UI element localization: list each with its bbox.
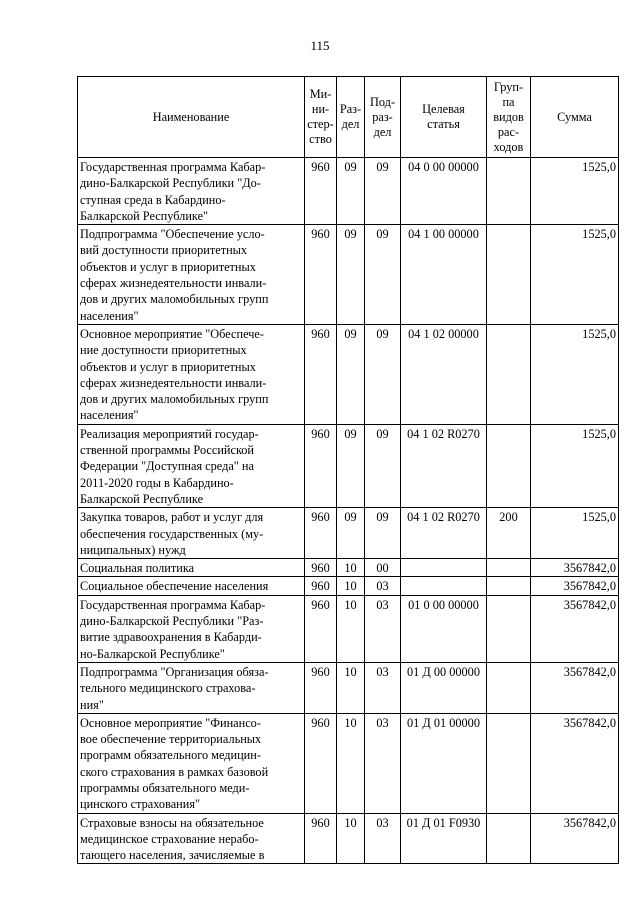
row-subsection: 09 — [365, 225, 401, 325]
table-row — [78, 158, 619, 225]
row-name: Государственная программа Кабар- дино-Балкарской Республики "До- ступная среда в Кабардино- Балкарской Республике" — [78, 158, 305, 225]
table-row — [78, 595, 619, 662]
row-ministry: 960 — [305, 508, 337, 559]
row-ministry: 960 — [305, 424, 337, 507]
row-group — [487, 595, 531, 662]
row-section: 10 — [337, 813, 365, 864]
header-section: Раз- дел — [337, 77, 365, 158]
page-number: 115 — [310, 38, 330, 53]
row-sum: 1525,0 — [531, 225, 619, 325]
table-row — [78, 577, 619, 595]
row-sum: 3567842,0 — [531, 662, 619, 713]
row-target: 04 0 00 00000 — [401, 158, 487, 225]
header-sum: Сумма — [531, 77, 619, 158]
row-subsection: 03 — [365, 595, 401, 662]
row-name: Государственная программа Кабар- дино-Балкарской Республики "Раз- витие здравоохранения в Кабарди- но-Балкарской Республике" — [78, 595, 305, 662]
row-section: 09 — [337, 324, 365, 424]
row-ministry: 960 — [305, 559, 337, 577]
row-group — [487, 559, 531, 577]
row-target: 04 1 02 R0270 — [401, 508, 487, 559]
table-row — [78, 225, 619, 325]
row-sum: 3567842,0 — [531, 577, 619, 595]
row-name: Основное мероприятие "Обеспече- ние доступности приоритетных объектов и услуг в приоритетных сферах жизнедеятельности инвали- дов и других маломобильных групп населения" — [78, 324, 305, 424]
row-ministry: 960 — [305, 225, 337, 325]
table-row — [78, 813, 619, 864]
row-section: 10 — [337, 577, 365, 595]
row-target: 01 Д 01 00000 — [401, 713, 487, 813]
row-name: Социальное обеспечение населения — [78, 577, 305, 595]
row-group — [487, 158, 531, 225]
row-sum: 1525,0 — [531, 158, 619, 225]
row-target — [401, 577, 487, 595]
row-section: 09 — [337, 225, 365, 325]
row-subsection: 03 — [365, 713, 401, 813]
row-sum: 3567842,0 — [531, 713, 619, 813]
row-section: 10 — [337, 662, 365, 713]
row-ministry: 960 — [305, 662, 337, 713]
row-sum: 3567842,0 — [531, 813, 619, 864]
row-group — [487, 225, 531, 325]
header-name: Наименование — [78, 77, 305, 158]
row-target: 04 1 02 00000 — [401, 324, 487, 424]
row-section: 10 — [337, 559, 365, 577]
row-target: 01 0 00 00000 — [401, 595, 487, 662]
table-row — [78, 662, 619, 713]
table-row — [78, 559, 619, 577]
row-subsection: 09 — [365, 424, 401, 507]
row-name: Реализация мероприятий государ- ственной программы Российской Федерации "Доступная среда" на 2011-2020 годы в Кабардино- Балкарской Республике — [78, 424, 305, 507]
row-name: Основное мероприятие "Финансо- вое обеспечение территориальных программ обязательного медицин- ского страхования в рамках базовой программы обязательного меди- цинского страхования" — [78, 713, 305, 813]
row-group — [487, 662, 531, 713]
row-subsection: 03 — [365, 577, 401, 595]
row-sum: 3567842,0 — [531, 559, 619, 577]
row-group — [487, 577, 531, 595]
table-row — [78, 508, 619, 559]
row-ministry: 960 — [305, 713, 337, 813]
row-name: Страховые взносы на обязательное медицинское страхование нерабо- тающего населения, зачисляемые в — [78, 813, 305, 864]
row-section: 09 — [337, 158, 365, 225]
row-target: 04 1 00 00000 — [401, 225, 487, 325]
row-section: 10 — [337, 595, 365, 662]
header-group: Груп- па видов рас- ходов — [487, 77, 531, 158]
row-subsection: 09 — [365, 158, 401, 225]
table-header-row — [78, 77, 619, 158]
row-subsection: 09 — [365, 324, 401, 424]
row-section: 09 — [337, 424, 365, 507]
row-ministry: 960 — [305, 158, 337, 225]
row-sum: 1525,0 — [531, 424, 619, 507]
row-name: Подпрограмма "Обеспечение усло- вий доступности приоритетных объектов и услуг в приоритетных сферах жизнедеятельности инвали- дов и других маломобильных групп населения" — [78, 225, 305, 325]
row-section: 10 — [337, 713, 365, 813]
header-subsection: Под- раз- дел — [365, 77, 401, 158]
row-sum: 1525,0 — [531, 508, 619, 559]
row-sum: 3567842,0 — [531, 595, 619, 662]
table-row — [78, 713, 619, 813]
row-target: 01 Д 00 00000 — [401, 662, 487, 713]
header-ministry: Ми- ни- стер- ство — [305, 77, 337, 158]
row-ministry: 960 — [305, 324, 337, 424]
row-ministry: 960 — [305, 595, 337, 662]
row-section: 09 — [337, 508, 365, 559]
row-group — [487, 813, 531, 864]
row-target: 04 1 02 R0270 — [401, 424, 487, 507]
row-target — [401, 559, 487, 577]
table-row — [78, 324, 619, 424]
table-row — [78, 424, 619, 507]
header-target: Целевая статья — [401, 77, 487, 158]
row-name: Подпрограмма "Организация обяза- тельного медицинского страхова- ния" — [78, 662, 305, 713]
budget-table — [77, 76, 619, 864]
row-subsection: 03 — [365, 813, 401, 864]
row-group — [487, 713, 531, 813]
row-subsection: 00 — [365, 559, 401, 577]
row-sum: 1525,0 — [531, 324, 619, 424]
row-name: Закупка товаров, работ и услуг для обеспечения государственных (му- ниципальных) нужд — [78, 508, 305, 559]
row-ministry: 960 — [305, 577, 337, 595]
row-name: Социальная политика — [78, 559, 305, 577]
row-target: 01 Д 01 F0930 — [401, 813, 487, 864]
row-subsection: 09 — [365, 508, 401, 559]
row-group — [487, 424, 531, 507]
row-group — [487, 324, 531, 424]
row-group: 200 — [487, 508, 531, 559]
row-ministry: 960 — [305, 813, 337, 864]
row-subsection: 03 — [365, 662, 401, 713]
